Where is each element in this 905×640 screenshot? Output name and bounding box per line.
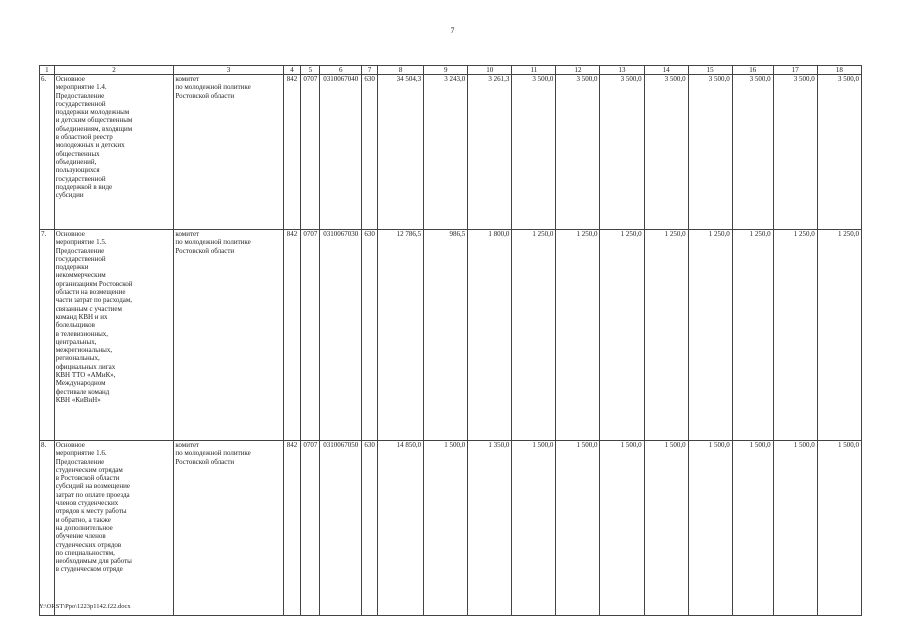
amount-cell: 1 500,0 — [732, 441, 773, 616]
table-row — [40, 441, 862, 616]
amount-cell: 3 243,0 — [424, 75, 468, 230]
column-header: 4 — [283, 66, 301, 75]
amount-cell: 1 250,0 — [688, 230, 732, 441]
document-path-footer: Y:\ORST\Ppo\1223p1142.f22.docx — [39, 603, 131, 610]
budget-table-container — [39, 65, 862, 616]
amount-cell: 1 500,0 — [773, 441, 817, 616]
page-number: 7 — [450, 26, 455, 35]
activity-name: Основное мероприятие 1.6. Предоставление студенческим отрядам в Ростовской области субсидий на возмещение затрат по оплате проезда членов студенческих отрядов к месту работы и обратно, а также на дополнительное обучение членов студенческих отрядов по специальностям, необходимым для работы в студенческом отряде — [54, 441, 174, 616]
row-number: 6. — [40, 75, 55, 230]
rzpr-code: 0707 — [301, 441, 320, 616]
activity-name: Основное мероприятие 1.4. Предоставление государственной поддержки молодежным и детским общественным объединениям, входящим в областной реестр молодежных и детских общественных объединений, пользующихся государственной поддержкой в виде субсидии — [54, 75, 174, 230]
column-header: 2 — [54, 66, 174, 75]
activity-name: Основное мероприятие 1.5. Предоставление государственной поддержки некоммерческим организациям Ростовской области на возмещение части затрат по расходам, связанным с участием команд КВН и их болельщиков в телевизионных, центральных, межрегиональных, региональных, официальных лигах КВН ТТО «АМиК», Международном фестивале команд КВН «КиВиН» — [54, 230, 174, 441]
column-header: 7 — [362, 66, 378, 75]
amount-cell: 1 250,0 — [512, 230, 556, 441]
grbs-code: 842 — [283, 230, 301, 441]
rzpr-code: 0707 — [301, 230, 320, 441]
row-number: 8. — [40, 441, 55, 616]
column-header: 16 — [732, 66, 773, 75]
vr-code: 630 — [362, 441, 378, 616]
amount-cell: 1 500,0 — [688, 441, 732, 616]
column-header: 13 — [600, 66, 644, 75]
column-header: 9 — [424, 66, 468, 75]
amount-cell: 1 250,0 — [556, 230, 600, 441]
amount-cell: 12 786,5 — [377, 230, 423, 441]
vr-code: 630 — [362, 230, 378, 441]
amount-cell: 1 250,0 — [644, 230, 688, 441]
column-header: 5 — [301, 66, 320, 75]
amount-cell: 3 261,3 — [468, 75, 512, 230]
table-row — [40, 75, 862, 230]
csr-code: 0310067050 — [320, 441, 362, 616]
column-header: 15 — [688, 66, 732, 75]
table-row — [40, 230, 862, 441]
amount-cell: 986,5 — [424, 230, 468, 441]
amount-cell: 3 500,0 — [732, 75, 773, 230]
executor: комитет по молодежной политике Ростовской области — [174, 75, 283, 230]
vr-code: 630 — [362, 75, 378, 230]
column-header: 1 — [40, 66, 55, 75]
grbs-code: 842 — [283, 441, 301, 616]
amount-cell: 1 500,0 — [817, 441, 861, 616]
rzpr-code: 0707 — [301, 75, 320, 230]
amount-cell: 3 500,0 — [773, 75, 817, 230]
row-number: 7. — [40, 230, 55, 441]
column-header: 12 — [556, 66, 600, 75]
column-header: 3 — [174, 66, 283, 75]
amount-cell: 1 250,0 — [773, 230, 817, 441]
amount-cell: 34 504,3 — [377, 75, 423, 230]
grbs-code: 842 — [283, 75, 301, 230]
amount-cell: 1 250,0 — [732, 230, 773, 441]
amount-cell: 3 500,0 — [644, 75, 688, 230]
column-header: 10 — [468, 66, 512, 75]
csr-code: 0310067030 — [320, 230, 362, 441]
amount-cell: 3 500,0 — [556, 75, 600, 230]
amount-cell: 14 850,0 — [377, 441, 423, 616]
executor: комитет по молодежной политике Ростовской области — [174, 441, 283, 616]
amount-cell: 1 500,0 — [424, 441, 468, 616]
amount-cell: 3 500,0 — [512, 75, 556, 230]
budget-table — [39, 65, 862, 616]
amount-cell: 1 500,0 — [600, 441, 644, 616]
csr-code: 0310067040 — [320, 75, 362, 230]
amount-cell: 1 250,0 — [817, 230, 861, 441]
amount-cell: 1 800,0 — [468, 230, 512, 441]
amount-cell: 1 500,0 — [644, 441, 688, 616]
column-header: 6 — [320, 66, 362, 75]
column-header: 8 — [377, 66, 423, 75]
amount-cell: 3 500,0 — [817, 75, 861, 230]
amount-cell: 3 500,0 — [688, 75, 732, 230]
column-header: 14 — [644, 66, 688, 75]
column-header: 17 — [773, 66, 817, 75]
amount-cell: 3 500,0 — [600, 75, 644, 230]
amount-cell: 1 500,0 — [556, 441, 600, 616]
amount-cell: 1 350,0 — [468, 441, 512, 616]
executor: комитет по молодежной политике Ростовской области — [174, 230, 283, 441]
column-header: 18 — [817, 66, 861, 75]
amount-cell: 1 250,0 — [600, 230, 644, 441]
header-row — [40, 66, 862, 75]
amount-cell: 1 500,0 — [512, 441, 556, 616]
column-header: 11 — [512, 66, 556, 75]
